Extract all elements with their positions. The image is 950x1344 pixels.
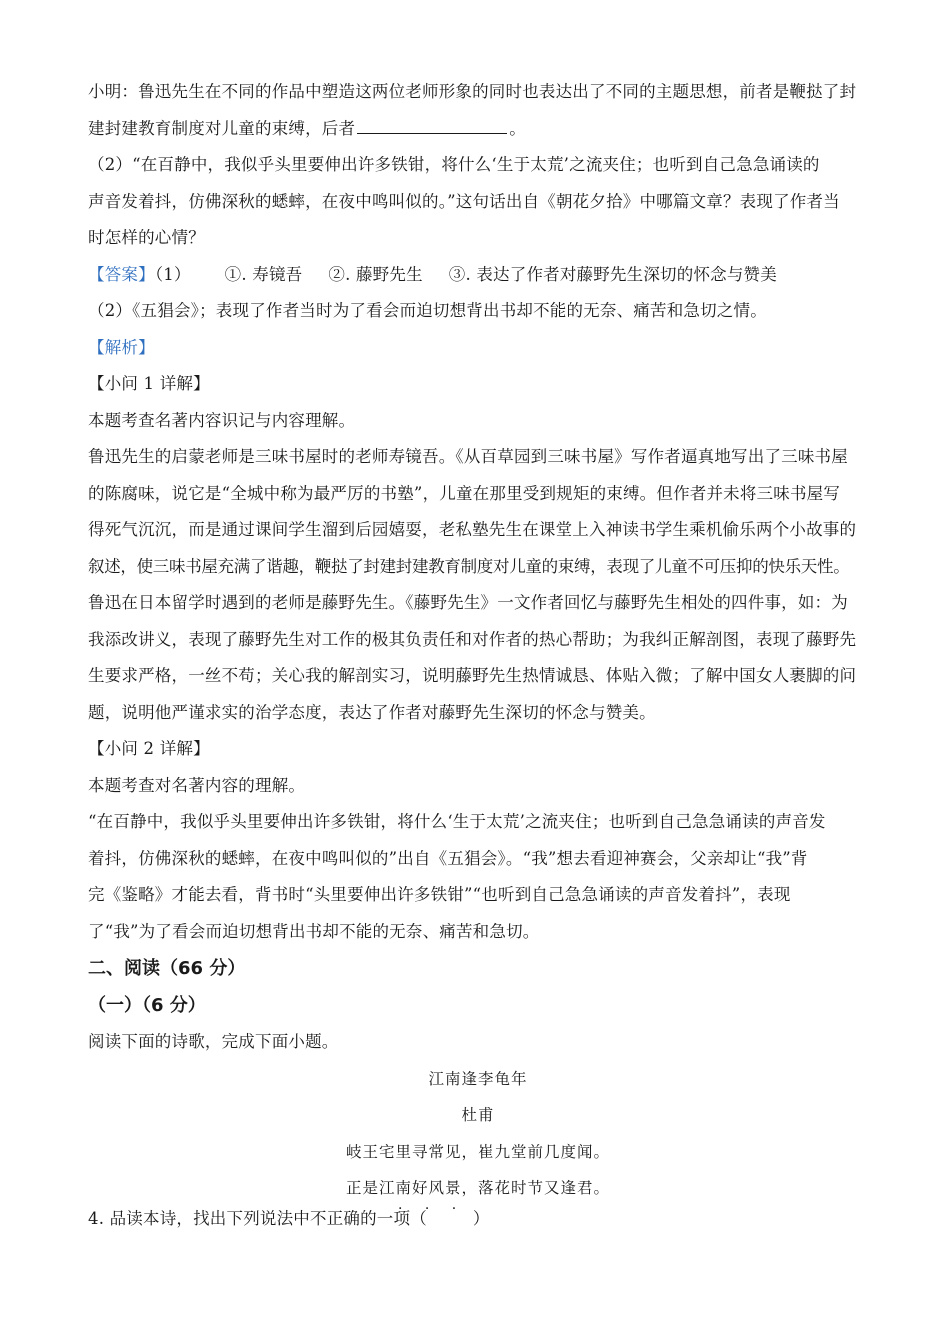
- question-2-line: 时怎样的心情？: [88, 228, 205, 247]
- text-fragment: 建封建教育制度对儿童的束缚，后者: [88, 118, 356, 138]
- sub-question-title: 【小问 2 详解】: [88, 739, 210, 758]
- answer-part-2: （2）《五猖会》；表现了作者当时为了看会而迫切想背出书却不能的无奈、痛苦和急切之情。: [88, 301, 767, 320]
- analysis-line: 鲁迅在日本留学时遇到的老师是藤野先生。《藤野先生》一文作者回忆与藤野先生相处的四件事，如：为: [88, 593, 848, 612]
- answer-blank: [357, 117, 507, 134]
- analysis-intro: 本题考查对名著内容的理解。: [88, 775, 306, 795]
- answer-item: ②. 藤野先生: [328, 264, 423, 284]
- analysis-line: 着抖，仿佛深秋的蟋蟀，在夜中鸣叫似的”出自《五猖会》。“我”想去看迎神赛会，父亲却让“我”背: [88, 848, 808, 868]
- analysis-line: 完《鉴略》才能去看，背书时“头里要伸出许多铁钳”“也听到自己急急诵读的声音发着抖”，表现: [88, 885, 791, 904]
- question-4-close: ）: [472, 1208, 490, 1228]
- section-heading: 二、阅读（66 分）: [88, 958, 246, 979]
- analysis-line: 得死气沉沉，而是通过课间学生溜到后园嬉耍，老私塾先生在课堂上入神读书学生乘机偷乐两个小故事的: [88, 520, 857, 539]
- analysis-line: 叙述，使三味书屋充满了谐趣，鞭挞了封建封建教育制度对儿童的束缚，表现了儿童不可压抑的快乐天性。: [88, 556, 850, 576]
- answer-label: 【答案】: [88, 264, 155, 284]
- question-4-prefix: 4. 品读本诗，找出下列说法中: [88, 1208, 310, 1228]
- analysis-intro: 本题考查名著内容识记与内容理解。: [88, 410, 356, 430]
- answer-item: ③. 表达了作者对藤野先生深切的怀念与赞美: [448, 264, 777, 284]
- analysis-line: 的陈腐味，说它是“全城中称为最严厉的书塾”，儿童在那里受到规矩的束缚。但作者并未将三味书屋写: [88, 483, 841, 503]
- document-page: [88, 74, 868, 1237]
- reading-instruction: 阅读下面的诗歌，完成下面小题。: [88, 1032, 339, 1051]
- poem-line: 正是江南好风景，落花时节又逢君。: [345, 1179, 610, 1197]
- poem-line: 岐王宅里寻常见，崔九堂前几度闻。: [345, 1142, 610, 1161]
- text-line: 小明：鲁迅先生在不同的作品中塑造这两位老师形象的同时也表达出了不同的主题思想，前者是鞭挞了封: [88, 82, 857, 101]
- sub-question-title: 【小问 1 详解】: [88, 374, 210, 393]
- analysis-line: 生要求严格，一丝不苟；关心我的解剖实习，说明藤野先生热情诚恳、体贴入微；了解中国女人裹脚的问: [88, 666, 857, 685]
- analysis-line: 鲁迅先生的启蒙老师是三味书屋时的老师寿镜吾。《从百草园到三味书屋》写作者逼真地写出了三味书屋: [88, 447, 848, 466]
- text-fragment: 。: [509, 118, 526, 138]
- text-line-with-blank: [88, 111, 868, 148]
- analysis-line: 我添改讲义，表现了藤野先生对工作的极其负责任和对作者的热心帮助；为我纠正解剖图，表现了藤野先: [88, 629, 857, 649]
- answer-item: ①. 寿镜吾: [224, 264, 303, 284]
- poem-author: 杜甫: [461, 1106, 495, 1124]
- question-2-line: 声音发着抖，仿佛深秋的蟋蟀，在夜中鸣叫似的。”这句话出自《朝花夕拾》中哪篇文章？表现了作者当: [88, 191, 840, 211]
- question-4: [88, 1201, 868, 1238]
- question-4-suffix: 的一项（: [360, 1208, 427, 1228]
- answer-part-number: （1）: [154, 264, 191, 284]
- analysis-line: 题，说明他严谨求实的治学态度，表达了作者对藤野先生深切的怀念与赞美。: [88, 702, 656, 722]
- poem-title: 江南逢李龟年: [428, 1069, 528, 1088]
- emphasis-dots: · · ·: [398, 1200, 466, 1217]
- question-4-emphasis: 不正确: [310, 1208, 361, 1228]
- subsection-heading: （一）（6 分）: [88, 995, 206, 1016]
- question-2-line: （2）“在百静中，我似乎头里要伸出许多铁钳，将什么‘生于太荒’之流夹住；也听到自己急急诵读的: [88, 155, 820, 174]
- analysis-line: 了“我”为了看会而迫切想背出书却不能的无奈、痛苦和急切。: [88, 921, 540, 941]
- analysis-line: “在百静中，我似乎头里要伸出许多铁钳，将什么‘生于太荒’之流夹住；也听到自己急急诵读的声音发: [88, 812, 826, 831]
- answer-line: [88, 257, 868, 294]
- analysis-label: 【解析】: [88, 337, 155, 357]
